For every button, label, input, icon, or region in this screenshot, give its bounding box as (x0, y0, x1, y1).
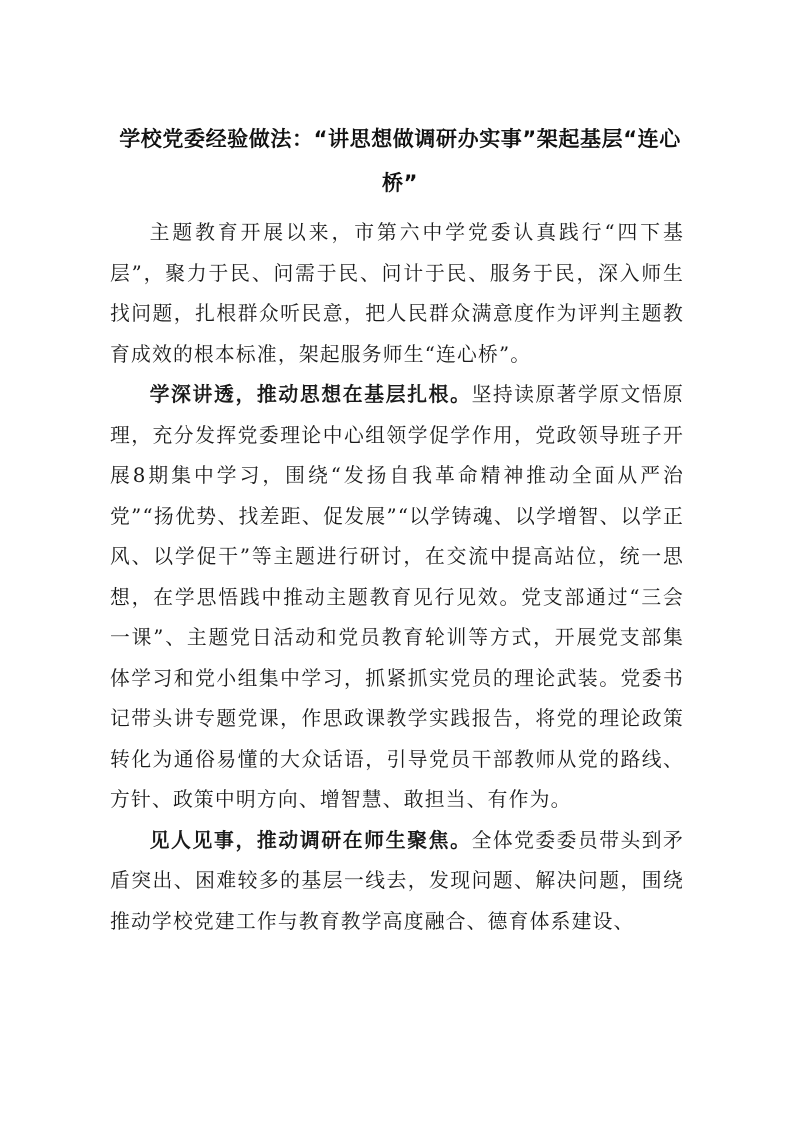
paragraph-study-lead: 学深讲透，推动思想在基层扎根。 (149, 383, 472, 406)
paragraph-study (110, 375, 684, 821)
document-title: 学校党委经验做法：“讲思想做调研办实事”架起基层“连心桥” (119, 127, 681, 195)
document-body (110, 213, 684, 942)
paragraph-study-text: 坚持读原著学原文悟原理，充分发挥党委理论中心组领学促学作用，党政领导班子开展8期集中学习，围绕“发扬自我革命精神推动全面从严治党”“扬优势、找差距、促发展”“以学铸魂、以学增智、以学正风、以学促干”等主题进行研讨，在交流中提高站位，统一思想，在学思悟践中推动主题教育见行见效。党支部通过“三会一课”、主题党日活动和党员教育轮训等方式，开展党支部集体学习和党小组集中学习，抓紧抓实党员的理论武装。党委书记带头讲专题党课，作思政课教学实践报告，将党的理论政策转化为通俗易懂的大众话语，引导党员干部教师从党的路线、方针、政策中明方向、增智慧、敢担当、有作为。 (110, 383, 684, 811)
paragraph-research (110, 821, 684, 943)
paragraph-intro-text: 主题教育开展以来，市第六中学党委认真践行“四下基层”，聚力于民、问需于民、问计于民、服务于民，深入师生找问题，扎根群众听民意，把人民群众满意度作为评判主题教育成效的根本标准，架起服务师生“连心桥”。 (110, 221, 684, 366)
paragraph-research-text: 全体党委委员带头到矛盾突出、困难较多的基层一线去，发现问题、解决问题，围绕推动学校党建工作与教育教学高度融合、德育体系建设、 (110, 828, 684, 933)
paragraph-intro (110, 213, 684, 375)
paragraph-research-lead: 见人见事，推动调研在师生聚焦。 (149, 828, 472, 852)
